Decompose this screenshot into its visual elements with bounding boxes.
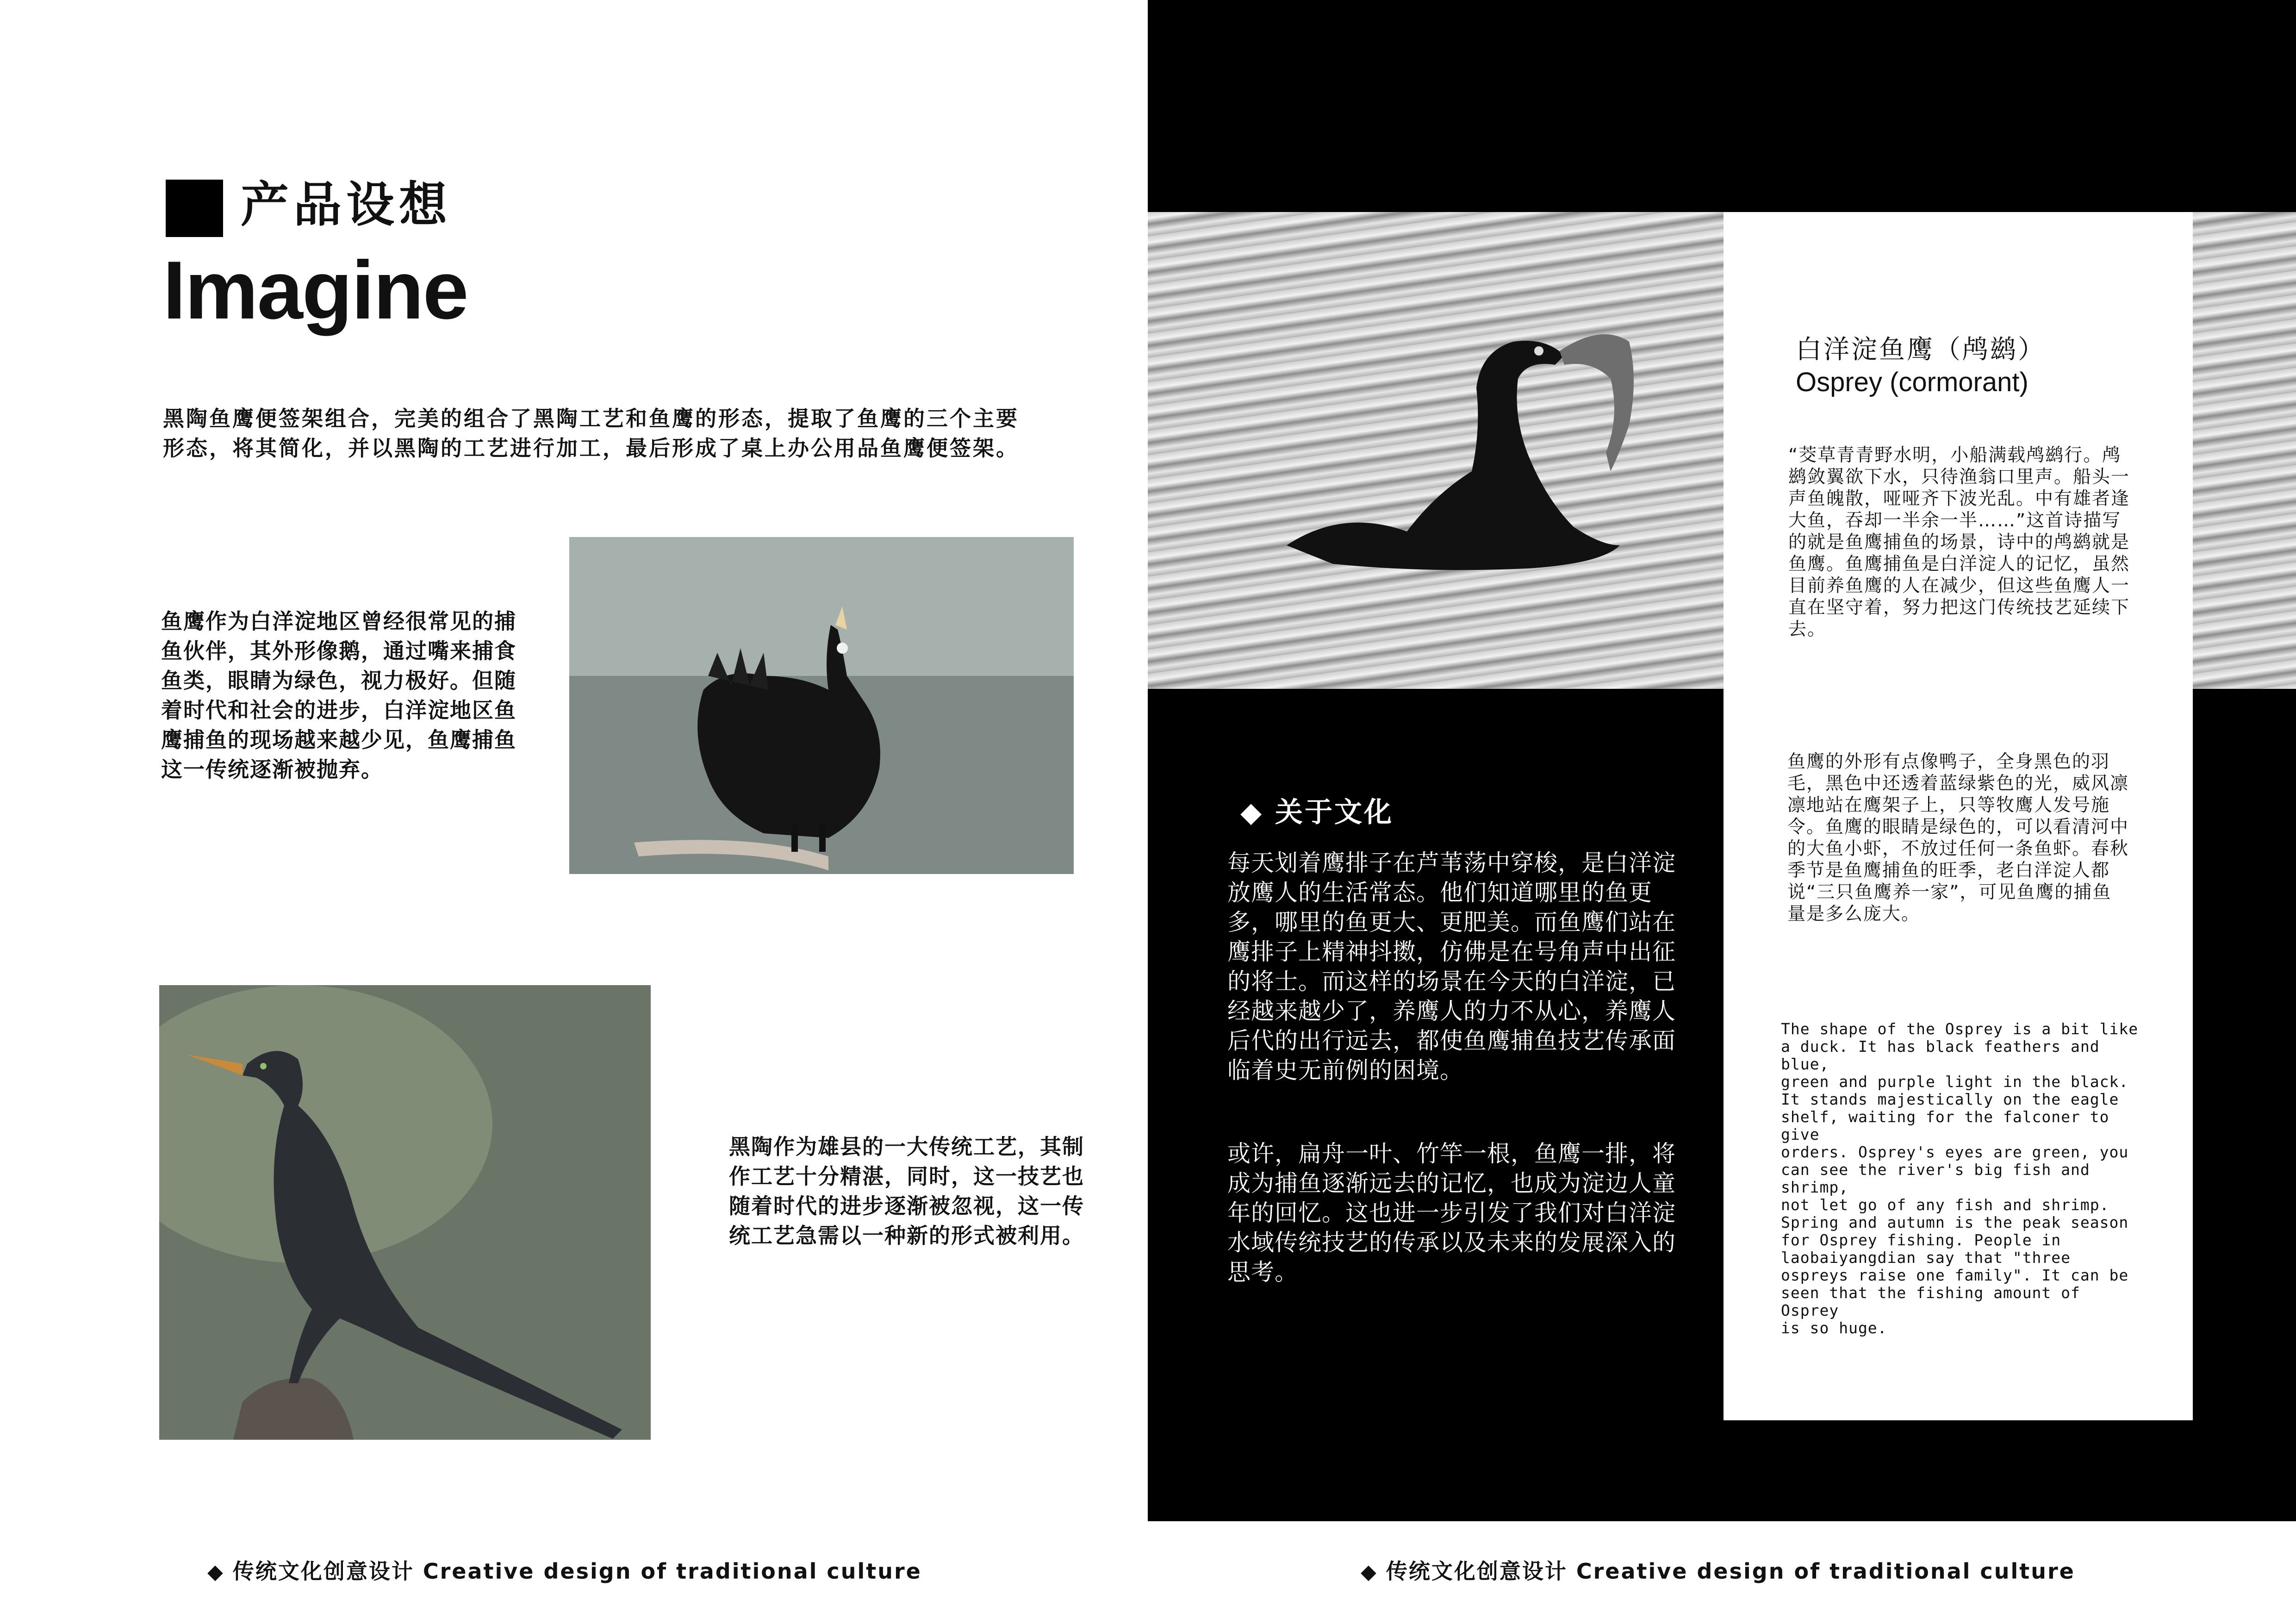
cormorant-catching-fish-photo bbox=[1148, 212, 1724, 689]
title-square-mark bbox=[166, 180, 223, 237]
diamond-icon: ◆ bbox=[207, 1560, 224, 1584]
box-title-cn: 白洋淀鱼鹰（鸬鹚） bbox=[1796, 335, 2046, 365]
section-title-en: Imagine bbox=[163, 244, 468, 336]
intro-paragraph: 黑陶鱼鹰便签架组合，完美的组合了黑陶工艺和鱼鹰的形态，提取了鱼鹰的三个主要形态，将其简化，并以黑陶的工艺进行加工，最后形成了桌上办公用品鱼鹰便签架。 bbox=[163, 406, 1019, 461]
diamond-icon: ◆ bbox=[1240, 796, 1264, 829]
culture-paragraph-1: 每天划着鹰排子在芦苇荡中穿梭，是白洋淀放鹰人的生活常态。他们知道哪里的鱼更多，哪里的鱼更大、更肥美。而鱼鹰们站在鹰排子上精神抖擞，仿佛是在号角声中出征的将士。而这样的场景在今天的白洋淀，已经越来越少了，养鹰人的力不从心，养鹰人后代的出行远去，都使鱼鹰捕鱼技艺传承面临着史无前例的困境。 bbox=[1227, 849, 1676, 1084]
footer-left bbox=[207, 1556, 922, 1587]
culture-paragraph-2: 或许，扁舟一叶、竹竿一根，鱼鹰一排，将成为捕鱼逐渐远去的记忆，也成为淀边人童年的回忆。这也进一步引发了我们对白洋淀水域传统技艺的传承以及未来的发展深入的思考。 bbox=[1227, 1140, 1676, 1286]
black-pottery-paragraph: 黑陶作为雄县的一大传统工艺，其制作工艺十分精湛，同时，这一技艺也随着时代的进步逐渐被忽视，这一传统工艺急需以一种新的形式被利用。 bbox=[729, 1134, 1084, 1248]
cormorant-spreading-wings-photo bbox=[569, 537, 1074, 874]
water-strip-photo bbox=[2193, 212, 2296, 689]
osprey-appearance-paragraph: 鱼鹰的外形有点像鸭子，全身黑色的羽毛，黑色中还透着蓝绿紫色的光，威风凛凛地站在鹰架子上，只等牧鹰人发号施令。鱼鹰的眼睛是绿色的，可以看清河中的大鱼小虾，不放过任何一条鱼虾。春秋季节是鱼鹰捕鱼的旺季，老白洋淀人都说“三只鱼鹰养一家”，可见鱼鹰的捕鱼量是多么庞大。 bbox=[1787, 751, 2129, 924]
poem-paragraph: “茭草青青野水明，小船满载鸬鹚行。鸬鹚敛翼欲下水，只待渔翁口里声。船头一声鱼魄散，哑哑齐下波光乱。中有雄者逢大鱼，吞却一半余一半……”这首诗描写的就是鱼鹰捕鱼的场景，诗中的鸬鹚就是鱼鹰。鱼鹰捕鱼是白洋淀人的记忆，虽然目前养鱼鹰的人在减少，但这些鱼鹰人一直在坚守着，努力把这门传统技艺延续下去。 bbox=[1788, 445, 2130, 640]
diamond-icon: ◆ bbox=[1361, 1560, 1378, 1584]
osprey-history-paragraph: 鱼鹰作为白洋淀地区曾经很常见的捕鱼伙伴，其外形像鹅，通过嘴来捕食鱼类，眼睛为绿色，视力极好。但随着时代和社会的进步，白洋淀地区鱼鹰捕鱼的现场越来越少见，鱼鹰捕鱼这一传统逐渐被抛弃。 bbox=[161, 609, 516, 782]
footer-right bbox=[1361, 1556, 2075, 1587]
cormorant-on-rock-photo bbox=[159, 985, 651, 1440]
footer-left-text: 传统文化创意设计 Creative design of traditional culture bbox=[232, 1559, 922, 1584]
footer-right-text: 传统文化创意设计 Creative design of traditional culture bbox=[1386, 1559, 2075, 1584]
osprey-english-paragraph: The shape of the Osprey is a bit like a duck. It has black feathers and blue, green and purple light in the black. It stands majestically on the eagle shelf, waiting for the falconer to give orders. Osprey's eyes are green, you can see the river's big fish and shrimp, not let go of any fish and shrimp. Spring and autumn is the peak season for Osprey fishing. People in laobaiyangdian say that "three ospreys raise one family". It can be seen that the fishing amount of Osprey is so huge. bbox=[1781, 1020, 2139, 1337]
culture-heading-text: 关于文化 bbox=[1275, 796, 1394, 829]
section-title-cn: 产品设想 bbox=[241, 176, 452, 233]
box-title-en: Osprey (cormorant) bbox=[1796, 367, 2028, 397]
culture-heading bbox=[1240, 794, 1394, 831]
